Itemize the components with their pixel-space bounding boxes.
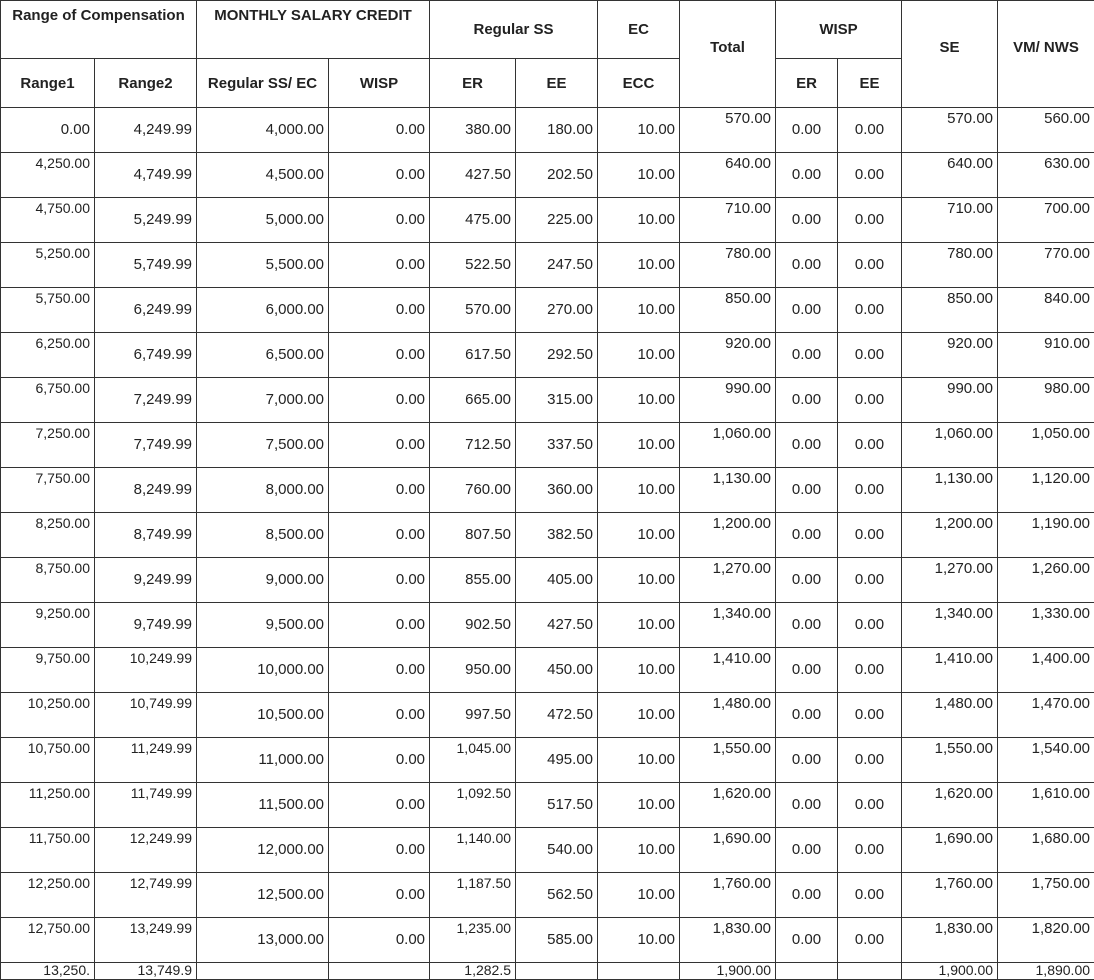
cell-wisp-ee: 0.00 [838, 873, 902, 918]
cell-ss-ee: 382.50 [516, 513, 598, 558]
partial-cell-empty [838, 963, 902, 980]
cell-msc: 4,500.00 [197, 153, 329, 198]
cell-total: 1,340.00 [680, 603, 776, 648]
cell-range2: 12,749.99 [95, 873, 197, 918]
cell-range2: 5,749.99 [95, 243, 197, 288]
cell-range2: 12,249.99 [95, 828, 197, 873]
table-row [1, 873, 1094, 918]
cell-vm-nws: 1,400.00 [998, 648, 1094, 693]
table-row [1, 603, 1094, 648]
table-body [1, 108, 1094, 980]
cell-total: 1,760.00 [680, 873, 776, 918]
cell-wisp-er: 0.00 [776, 558, 838, 603]
cell-ecc: 10.00 [598, 108, 680, 153]
cell-wisp-ee: 0.00 [838, 603, 902, 648]
cell-range1: 10,250.00 [1, 693, 95, 738]
cell-ss-ee: 427.50 [516, 603, 598, 648]
cell-ss-ee: 337.50 [516, 423, 598, 468]
cell-ss-ee: 517.50 [516, 783, 598, 828]
header-ss-ee: EE [516, 59, 598, 108]
cell-total: 1,690.00 [680, 828, 776, 873]
table-row [1, 333, 1094, 378]
cell-total: 990.00 [680, 378, 776, 423]
cell-wisp-ee: 0.00 [838, 783, 902, 828]
cell-msc-wisp: 0.00 [329, 198, 430, 243]
cell-wisp-ee: 0.00 [838, 378, 902, 423]
cell-total: 710.00 [680, 198, 776, 243]
cell-ss-ee: 180.00 [516, 108, 598, 153]
cell-wisp-ee: 0.00 [838, 828, 902, 873]
cell-se: 780.00 [902, 243, 998, 288]
cell-msc-wisp: 0.00 [329, 333, 430, 378]
header-wisp-ee: EE [838, 59, 902, 108]
cell-total: 780.00 [680, 243, 776, 288]
cell-ecc: 10.00 [598, 558, 680, 603]
cell-ss-er: 427.50 [430, 153, 516, 198]
cell-vm-nws: 840.00 [998, 288, 1094, 333]
cell-msc: 5,000.00 [197, 198, 329, 243]
header-regular-ss: Regular SS [430, 1, 598, 59]
cell-msc: 10,000.00 [197, 648, 329, 693]
cell-ecc: 10.00 [598, 468, 680, 513]
cell-ecc: 10.00 [598, 693, 680, 738]
table-row [1, 693, 1094, 738]
cell-range2: 6,749.99 [95, 333, 197, 378]
cell-msc-wisp: 0.00 [329, 558, 430, 603]
cell-ss-er: 1,092.50 [430, 783, 516, 828]
cell-ss-ee: 315.00 [516, 378, 598, 423]
cell-wisp-er: 0.00 [776, 693, 838, 738]
cell-ss-er: 617.50 [430, 333, 516, 378]
table-row [1, 918, 1094, 963]
cell-vm-nws: 1,820.00 [998, 918, 1094, 963]
cell-ss-er: 1,140.00 [430, 828, 516, 873]
cell-ss-er: 380.00 [430, 108, 516, 153]
cell-ss-ee: 202.50 [516, 153, 598, 198]
cell-range1: 7,750.00 [1, 468, 95, 513]
cell-msc: 4,000.00 [197, 108, 329, 153]
cell-range2: 10,249.99 [95, 648, 197, 693]
cell-wisp-ee: 0.00 [838, 513, 902, 558]
cell-vm-nws: 560.00 [998, 108, 1094, 153]
cell-range1: 6,250.00 [1, 333, 95, 378]
cell-ss-er: 807.50 [430, 513, 516, 558]
cell-range2: 13,249.99 [95, 918, 197, 963]
cell-ss-ee: 360.00 [516, 468, 598, 513]
cell-ss-er: 570.00 [430, 288, 516, 333]
cell-msc-wisp: 0.00 [329, 693, 430, 738]
cell-se: 710.00 [902, 198, 998, 243]
cell-range2: 4,249.99 [95, 108, 197, 153]
cell-range1: 6,750.00 [1, 378, 95, 423]
cell-total: 1,550.00 [680, 738, 776, 783]
cell-wisp-er: 0.00 [776, 648, 838, 693]
header-range1: Range1 [1, 59, 95, 108]
cell-range2: 8,249.99 [95, 468, 197, 513]
cell-wisp-er: 0.00 [776, 423, 838, 468]
cell-range1: 4,250.00 [1, 153, 95, 198]
cell-msc: 12,000.00 [197, 828, 329, 873]
cell-range2: 7,749.99 [95, 423, 197, 468]
cell-ecc: 10.00 [598, 828, 680, 873]
cell-ss-er: 1,235.00 [430, 918, 516, 963]
cell-ecc: 10.00 [598, 288, 680, 333]
cell-range2: 8,749.99 [95, 513, 197, 558]
cell-msc-wisp: 0.00 [329, 468, 430, 513]
cell-msc: 9,500.00 [197, 603, 329, 648]
header-vm-nws: VM/ NWS [998, 1, 1094, 108]
cell-range2: 11,249.99 [95, 738, 197, 783]
cell-ss-ee: 472.50 [516, 693, 598, 738]
cell-ecc: 10.00 [598, 783, 680, 828]
cell-wisp-ee: 0.00 [838, 558, 902, 603]
table-row [1, 513, 1094, 558]
cell-range2: 6,249.99 [95, 288, 197, 333]
cell-se: 1,760.00 [902, 873, 998, 918]
cell-wisp-er: 0.00 [776, 918, 838, 963]
cell-vm-nws: 1,610.00 [998, 783, 1094, 828]
cell-vm-nws: 1,260.00 [998, 558, 1094, 603]
cell-ss-ee: 405.00 [516, 558, 598, 603]
cell-ss-ee: 450.00 [516, 648, 598, 693]
table-row [1, 423, 1094, 468]
cell-msc: 5,500.00 [197, 243, 329, 288]
cell-wisp-ee: 0.00 [838, 153, 902, 198]
cell-range1: 12,250.00 [1, 873, 95, 918]
table-row [1, 198, 1094, 243]
cell-ecc: 10.00 [598, 198, 680, 243]
cell-range1: 9,250.00 [1, 603, 95, 648]
header-total: Total [680, 1, 776, 108]
cell-ss-er: 665.00 [430, 378, 516, 423]
cell-se: 570.00 [902, 108, 998, 153]
table-row [1, 108, 1094, 153]
cell-ss-ee: 247.50 [516, 243, 598, 288]
cell-wisp-ee: 0.00 [838, 648, 902, 693]
cell-msc-wisp: 0.00 [329, 108, 430, 153]
header-range-of-compensation: Range of Compensation [1, 1, 197, 59]
cell-range2: 5,249.99 [95, 198, 197, 243]
cell-se: 1,620.00 [902, 783, 998, 828]
cell-ss-ee: 540.00 [516, 828, 598, 873]
cell-wisp-er: 0.00 [776, 468, 838, 513]
cell-total: 850.00 [680, 288, 776, 333]
header-wisp-er: ER [776, 59, 838, 108]
cell-msc: 13,000.00 [197, 918, 329, 963]
cell-ss-ee: 585.00 [516, 918, 598, 963]
cell-ss-er: 522.50 [430, 243, 516, 288]
cell-ss-er: 1,045.00 [430, 738, 516, 783]
cell-ss-er: 712.50 [430, 423, 516, 468]
cell-ecc: 10.00 [598, 333, 680, 378]
header-regular-ss-ec: Regular SS/ EC [197, 59, 329, 108]
cell-msc-wisp: 0.00 [329, 423, 430, 468]
cell-vm-nws: 980.00 [998, 378, 1094, 423]
cell-total: 1,830.00 [680, 918, 776, 963]
cell-ss-er: 855.00 [430, 558, 516, 603]
cell-vm-nws: 700.00 [998, 198, 1094, 243]
cell-wisp-er: 0.00 [776, 153, 838, 198]
cell-ss-er: 997.50 [430, 693, 516, 738]
header-se: SE [902, 1, 998, 108]
cell-total: 1,060.00 [680, 423, 776, 468]
cell-msc-wisp: 0.00 [329, 243, 430, 288]
header-ss-er: ER [430, 59, 516, 108]
cell-range2: 7,249.99 [95, 378, 197, 423]
cell-msc: 6,500.00 [197, 333, 329, 378]
cell-range1: 0.00 [1, 108, 95, 153]
cell-msc: 12,500.00 [197, 873, 329, 918]
cell-ecc: 10.00 [598, 423, 680, 468]
cell-range2: 9,749.99 [95, 603, 197, 648]
cell-range1: 4,750.00 [1, 198, 95, 243]
cell-vm-nws: 910.00 [998, 333, 1094, 378]
cell-range1: 12,750.00 [1, 918, 95, 963]
table-row [1, 153, 1094, 198]
cell-msc-wisp: 0.00 [329, 603, 430, 648]
cell-se: 1,270.00 [902, 558, 998, 603]
cell-msc-wisp: 0.00 [329, 783, 430, 828]
cell-msc-wisp: 0.00 [329, 873, 430, 918]
cell-range1: 9,750.00 [1, 648, 95, 693]
cell-ss-ee: 495.00 [516, 738, 598, 783]
partial-cell-empty [197, 963, 329, 980]
cell-ecc: 10.00 [598, 603, 680, 648]
cell-msc-wisp: 0.00 [329, 828, 430, 873]
partial-cell-empty [598, 963, 680, 980]
cell-total: 1,270.00 [680, 558, 776, 603]
cell-range1: 8,250.00 [1, 513, 95, 558]
cell-msc: 10,500.00 [197, 693, 329, 738]
cell-wisp-ee: 0.00 [838, 243, 902, 288]
cell-msc-wisp: 0.00 [329, 288, 430, 333]
table-row-partial [1, 963, 1094, 980]
partial-cell-se: 1,900.00 [902, 963, 998, 980]
cell-vm-nws: 1,190.00 [998, 513, 1094, 558]
cell-range1: 5,250.00 [1, 243, 95, 288]
cell-se: 1,060.00 [902, 423, 998, 468]
header-monthly-salary-credit: MONTHLY SALARY CREDIT [197, 1, 430, 59]
cell-vm-nws: 1,470.00 [998, 693, 1094, 738]
cell-msc: 9,000.00 [197, 558, 329, 603]
cell-wisp-ee: 0.00 [838, 288, 902, 333]
cell-total: 1,620.00 [680, 783, 776, 828]
cell-ecc: 10.00 [598, 738, 680, 783]
cell-msc-wisp: 0.00 [329, 153, 430, 198]
cell-msc: 11,500.00 [197, 783, 329, 828]
cell-wisp-er: 0.00 [776, 243, 838, 288]
table-row [1, 648, 1094, 693]
header-ec: EC [598, 1, 680, 59]
header-range2: Range2 [95, 59, 197, 108]
cell-wisp-ee: 0.00 [838, 918, 902, 963]
cell-wisp-ee: 0.00 [838, 333, 902, 378]
cell-vm-nws: 1,750.00 [998, 873, 1094, 918]
cell-vm-nws: 630.00 [998, 153, 1094, 198]
cell-wisp-er: 0.00 [776, 783, 838, 828]
cell-range1: 8,750.00 [1, 558, 95, 603]
cell-wisp-er: 0.00 [776, 378, 838, 423]
cell-msc-wisp: 0.00 [329, 648, 430, 693]
cell-ss-ee: 225.00 [516, 198, 598, 243]
cell-range2: 4,749.99 [95, 153, 197, 198]
table-header [1, 1, 1094, 108]
table-row [1, 468, 1094, 513]
header-msc-wisp: WISP [329, 59, 430, 108]
cell-se: 1,550.00 [902, 738, 998, 783]
cell-se: 1,830.00 [902, 918, 998, 963]
cell-total: 920.00 [680, 333, 776, 378]
cell-range2: 11,749.99 [95, 783, 197, 828]
cell-wisp-er: 0.00 [776, 873, 838, 918]
cell-ss-ee: 562.50 [516, 873, 598, 918]
table-row [1, 738, 1094, 783]
cell-msc-wisp: 0.00 [329, 513, 430, 558]
partial-cell-vm: 1,890.00 [998, 963, 1094, 980]
cell-wisp-ee: 0.00 [838, 693, 902, 738]
cell-msc-wisp: 0.00 [329, 918, 430, 963]
cell-ss-ee: 292.50 [516, 333, 598, 378]
cell-msc: 7,000.00 [197, 378, 329, 423]
partial-cell-ss-er: 1,282.5 [430, 963, 516, 980]
cell-wisp-er: 0.00 [776, 828, 838, 873]
cell-ecc: 10.00 [598, 378, 680, 423]
cell-ss-ee: 270.00 [516, 288, 598, 333]
cell-ss-er: 760.00 [430, 468, 516, 513]
cell-msc: 6,000.00 [197, 288, 329, 333]
cell-range1: 5,750.00 [1, 288, 95, 333]
table-row [1, 243, 1094, 288]
cell-se: 1,130.00 [902, 468, 998, 513]
cell-total: 1,410.00 [680, 648, 776, 693]
cell-range1: 7,250.00 [1, 423, 95, 468]
cell-se: 1,690.00 [902, 828, 998, 873]
cell-total: 640.00 [680, 153, 776, 198]
cell-wisp-ee: 0.00 [838, 738, 902, 783]
cell-vm-nws: 1,540.00 [998, 738, 1094, 783]
cell-msc: 8,000.00 [197, 468, 329, 513]
table-row [1, 288, 1094, 333]
cell-ecc: 10.00 [598, 513, 680, 558]
cell-range1: 11,750.00 [1, 828, 95, 873]
header-wisp: WISP [776, 1, 902, 59]
cell-wisp-er: 0.00 [776, 333, 838, 378]
cell-wisp-ee: 0.00 [838, 198, 902, 243]
header-ecc: ECC [598, 59, 680, 108]
table-row [1, 378, 1094, 423]
cell-ecc: 10.00 [598, 153, 680, 198]
table-row [1, 828, 1094, 873]
cell-wisp-ee: 0.00 [838, 108, 902, 153]
cell-total: 1,130.00 [680, 468, 776, 513]
cell-vm-nws: 1,120.00 [998, 468, 1094, 513]
cell-vm-nws: 1,680.00 [998, 828, 1094, 873]
cell-wisp-er: 0.00 [776, 603, 838, 648]
cell-vm-nws: 1,050.00 [998, 423, 1094, 468]
cell-se: 1,200.00 [902, 513, 998, 558]
cell-ss-er: 1,187.50 [430, 873, 516, 918]
cell-wisp-ee: 0.00 [838, 423, 902, 468]
partial-cell-range2: 13,749.9 [95, 963, 197, 980]
cell-wisp-er: 0.00 [776, 738, 838, 783]
cell-msc-wisp: 0.00 [329, 738, 430, 783]
cell-se: 1,480.00 [902, 693, 998, 738]
cell-msc: 7,500.00 [197, 423, 329, 468]
cell-ss-er: 475.00 [430, 198, 516, 243]
cell-total: 1,480.00 [680, 693, 776, 738]
cell-msc: 11,000.00 [197, 738, 329, 783]
cell-se: 1,410.00 [902, 648, 998, 693]
cell-se: 850.00 [902, 288, 998, 333]
partial-cell-empty [329, 963, 430, 980]
cell-total: 1,200.00 [680, 513, 776, 558]
partial-cell-empty [776, 963, 838, 980]
partial-cell-range1: 13,250. [1, 963, 95, 980]
cell-wisp-ee: 0.00 [838, 468, 902, 513]
cell-vm-nws: 770.00 [998, 243, 1094, 288]
cell-vm-nws: 1,330.00 [998, 603, 1094, 648]
cell-msc-wisp: 0.00 [329, 378, 430, 423]
cell-ecc: 10.00 [598, 243, 680, 288]
cell-msc: 8,500.00 [197, 513, 329, 558]
cell-ss-er: 902.50 [430, 603, 516, 648]
cell-se: 920.00 [902, 333, 998, 378]
cell-range2: 9,249.99 [95, 558, 197, 603]
cell-range2: 10,749.99 [95, 693, 197, 738]
partial-cell-total: 1,900.00 [680, 963, 776, 980]
cell-ecc: 10.00 [598, 648, 680, 693]
cell-total: 570.00 [680, 108, 776, 153]
cell-ecc: 10.00 [598, 918, 680, 963]
partial-cell-empty [516, 963, 598, 980]
cell-wisp-er: 0.00 [776, 288, 838, 333]
cell-se: 990.00 [902, 378, 998, 423]
cell-wisp-er: 0.00 [776, 513, 838, 558]
cell-range1: 11,250.00 [1, 783, 95, 828]
cell-se: 1,340.00 [902, 603, 998, 648]
cell-wisp-er: 0.00 [776, 108, 838, 153]
cell-ecc: 10.00 [598, 873, 680, 918]
cell-ss-er: 950.00 [430, 648, 516, 693]
cell-se: 640.00 [902, 153, 998, 198]
table-row [1, 783, 1094, 828]
table-row [1, 558, 1094, 603]
cell-range1: 10,750.00 [1, 738, 95, 783]
cell-wisp-er: 0.00 [776, 198, 838, 243]
